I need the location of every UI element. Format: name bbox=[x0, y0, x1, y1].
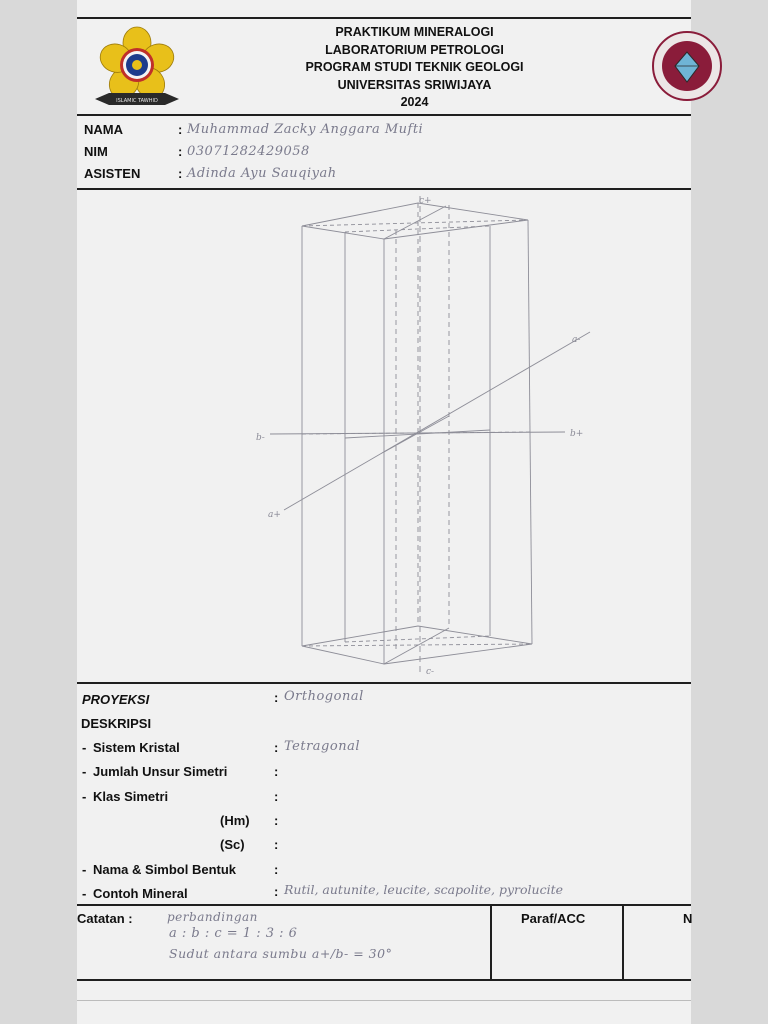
axis-c-minus-label: c- bbox=[426, 667, 435, 677]
asisten-label: ASISTEN bbox=[84, 166, 141, 181]
header-line-university: UNIVERSITAS SRIWIJAYA bbox=[337, 77, 492, 92]
svg-text:ISLAMIC TAWHID: ISLAMIC TAWHID bbox=[116, 98, 158, 104]
footer-divider-1 bbox=[490, 904, 492, 980]
sc-label: (Sc) bbox=[220, 837, 245, 852]
catatan-label: Catatan : bbox=[77, 911, 133, 926]
nama-bentuk-label: Nama & Simbol Bentuk bbox=[93, 862, 237, 877]
catatan-note-line-3: Sudut antara sumbu a+/b- = 30° bbox=[169, 946, 393, 961]
header-line-course: PRAKTIKUM MINERALOGI bbox=[335, 25, 494, 39]
jumlah-colon: : bbox=[274, 764, 279, 779]
axis-c-plus-label: c+ bbox=[419, 196, 432, 206]
asisten-value: Adinda Ayu Sauqiyah bbox=[187, 166, 337, 181]
axis-a bbox=[284, 332, 590, 510]
klas-colon: : bbox=[274, 789, 279, 804]
nim-label: NIM bbox=[84, 144, 108, 159]
proyeksi-label: PROYEKSI bbox=[82, 692, 150, 707]
proyeksi-colon: : bbox=[274, 690, 279, 705]
hm-colon: : bbox=[274, 813, 279, 828]
header-line-program: PROGRAM STUDI TEKNIK GEOLOGI bbox=[305, 60, 524, 74]
page-bottom-border bbox=[77, 1000, 691, 1001]
catatan-note-line-1: perbandingan bbox=[167, 910, 258, 924]
axis-b-minus-label: b- bbox=[256, 433, 265, 443]
contoh-colon: : bbox=[274, 884, 279, 899]
sc-colon: : bbox=[274, 837, 279, 852]
jumlah-bullet: - bbox=[82, 764, 87, 779]
crystal-drawing bbox=[77, 190, 691, 682]
axis-a-plus-label: a+ bbox=[268, 510, 281, 520]
nama-bentuk-colon: : bbox=[274, 862, 279, 877]
klas-label: Klas Simetri bbox=[93, 789, 169, 804]
drawing-divider bbox=[77, 682, 691, 684]
nama-colon: : bbox=[178, 122, 183, 137]
department-seal-icon bbox=[647, 28, 691, 104]
contoh-label: Contoh Mineral bbox=[93, 886, 188, 901]
contoh-value: Rutil, autunite, leucite, scapolite, pyrolucite bbox=[284, 882, 564, 897]
header-line-lab: LABORATORIUM PETROLOGI bbox=[325, 42, 504, 57]
nama-bentuk-bullet: - bbox=[82, 862, 87, 877]
sistem-bullet: - bbox=[82, 740, 87, 755]
cut-column-label: N bbox=[683, 911, 693, 926]
axis-b-plus-label: b+ bbox=[570, 429, 584, 439]
paraf-label: Paraf/ACC bbox=[521, 911, 586, 926]
catatan-note-line-2: a : b : c = 1 : 3 : 6 bbox=[169, 926, 298, 941]
worksheet-page bbox=[77, 0, 691, 1024]
top-border bbox=[77, 17, 691, 19]
footer-divider-2 bbox=[622, 904, 624, 980]
nim-value: 03071282429058 bbox=[187, 144, 310, 159]
klas-bullet: - bbox=[82, 789, 87, 804]
header-divider bbox=[77, 114, 691, 116]
proyeksi-value: Orthogonal bbox=[284, 689, 364, 704]
footer-top-border bbox=[77, 904, 691, 906]
asisten-colon: : bbox=[178, 166, 183, 181]
sistem-value: Tetragonal bbox=[284, 739, 360, 754]
nama-value: Muhammad Zacky Anggara Mufti bbox=[187, 122, 424, 137]
university-seal-icon bbox=[89, 27, 185, 111]
nama-label: NAMA bbox=[84, 122, 123, 137]
contoh-bullet: - bbox=[82, 886, 87, 901]
header-title-block bbox=[217, 24, 612, 112]
header-line-year: 2024 bbox=[400, 95, 429, 109]
sistem-colon: : bbox=[274, 740, 279, 755]
nim-colon: : bbox=[178, 144, 183, 159]
jumlah-label: Jumlah Unsur Simetri bbox=[93, 764, 228, 779]
footer-bottom-border bbox=[77, 979, 691, 981]
sistem-label: Sistem Kristal bbox=[93, 740, 180, 755]
hm-label: (Hm) bbox=[220, 813, 250, 828]
deskripsi-label: DESKRIPSI bbox=[81, 716, 152, 731]
axis-a-minus-label: a- bbox=[572, 335, 581, 345]
